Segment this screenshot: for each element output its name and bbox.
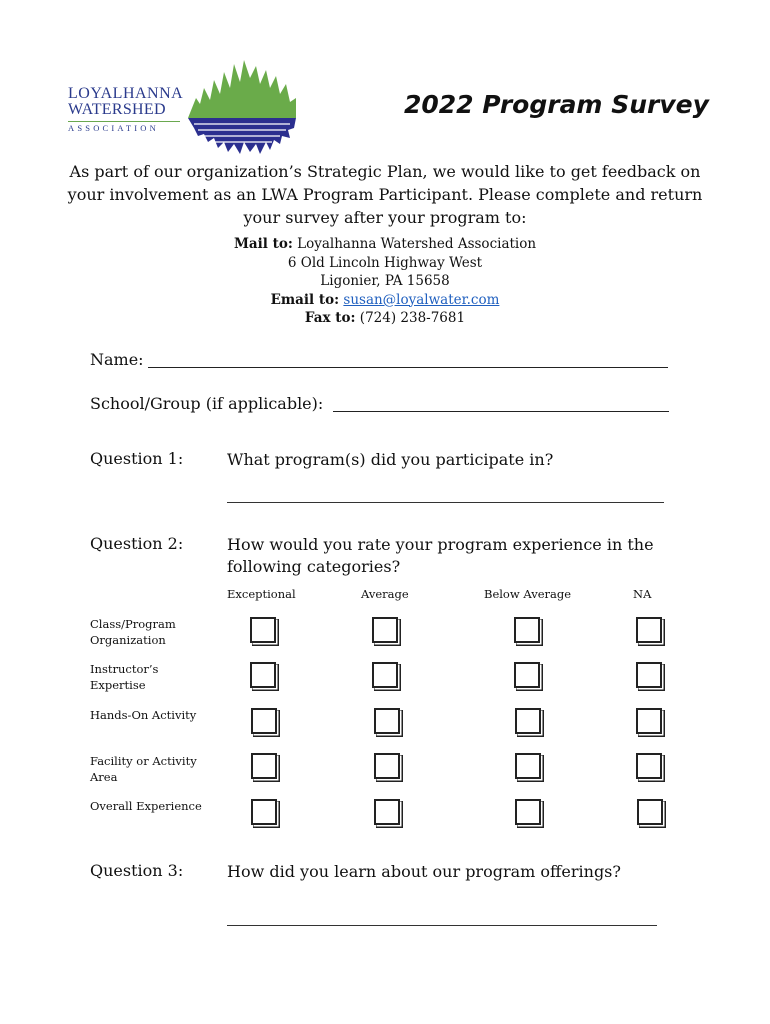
page-title: 2022 Program Survey <box>404 90 709 119</box>
checkbox-expertise-average[interactable] <box>372 662 398 688</box>
contact-block <box>100 235 670 328</box>
name-field[interactable] <box>148 367 668 368</box>
logo-wordmark <box>68 85 184 133</box>
checkbox-organization-average[interactable] <box>372 617 398 643</box>
name-field-label: Name: <box>90 350 144 369</box>
school-field-label: School/Group (if applicable): <box>90 394 324 413</box>
question-1-text: What program(s) did you participate in? <box>227 450 554 469</box>
question-1-answer[interactable] <box>227 502 664 503</box>
checkbox-expertise-below-average[interactable] <box>514 662 540 688</box>
question-2-label: Question 2: <box>90 534 184 553</box>
question-3-answer[interactable] <box>227 925 657 926</box>
checkbox-expertise-na[interactable] <box>636 662 662 688</box>
address-line-2: Ligonier, PA 15658 <box>320 273 450 289</box>
checkbox-organization-below-average[interactable] <box>514 617 540 643</box>
email-link[interactable]: susan@loyalwater.com <box>343 291 500 308</box>
checkbox-overall-below-average[interactable] <box>515 799 541 825</box>
email-label: Email to: <box>270 291 340 308</box>
checkbox-facility-average[interactable] <box>374 753 400 779</box>
checkbox-facility-below-average[interactable] <box>515 753 541 779</box>
col-exceptional: Exceptional <box>227 587 296 601</box>
checkbox-hands-on-na[interactable] <box>636 708 662 734</box>
col-below-average: Below Average <box>484 587 572 601</box>
watershed-logo-icon <box>186 58 298 156</box>
logo-line-1: LOYALHANNA <box>68 85 184 102</box>
checkbox-expertise-exceptional[interactable] <box>250 662 276 688</box>
row-label-overall: Overall Experience <box>90 799 202 813</box>
checkbox-organization-exceptional[interactable] <box>250 617 276 643</box>
logo-line-3: ASSOCIATION <box>68 121 180 133</box>
checkbox-overall-na[interactable] <box>637 799 663 825</box>
intro-paragraph: As part of our organization’s Strategic Plan, we would like to get feedback on your involvement as an LWA Program Participant. Please complete and return your survey after your program to: <box>67 162 703 227</box>
checkbox-facility-na[interactable] <box>636 753 662 779</box>
checkbox-hands-on-average[interactable] <box>374 708 400 734</box>
email-line <box>100 291 670 310</box>
fax-line <box>100 309 670 328</box>
checkbox-facility-exceptional[interactable] <box>251 753 277 779</box>
fax-number: (724) 238-7681 <box>359 310 466 326</box>
checkbox-organization-na[interactable] <box>636 617 662 643</box>
col-average: Average <box>361 587 409 601</box>
mail-org: Loyalhanna Watershed Association <box>297 236 537 252</box>
checkbox-hands-on-below-average[interactable] <box>515 708 541 734</box>
question-2-text: How would you rate your program experience in the following categories? <box>227 535 654 576</box>
school-field[interactable] <box>333 411 669 412</box>
logo-line-2: WATERSHED <box>68 101 166 118</box>
fax-label: Fax to: <box>304 310 356 326</box>
checkbox-overall-average[interactable] <box>374 799 400 825</box>
checkbox-hands-on-exceptional[interactable] <box>251 708 277 734</box>
checkbox-overall-exceptional[interactable] <box>251 799 277 825</box>
row-label-expertise: Instructor’s Expertise <box>90 662 159 692</box>
row-label-organization: Class/Program Organization <box>90 617 176 647</box>
row-label-hands-on: Hands-On Activity <box>90 708 197 722</box>
question-1-label: Question 1: <box>90 449 184 468</box>
address-line-1: 6 Old Lincoln Highway West <box>287 254 483 271</box>
col-na: NA <box>633 587 652 601</box>
mail-label: Mail to: <box>233 236 293 252</box>
question-3-text: How did you learn about our program offerings? <box>227 862 621 881</box>
question-3-label: Question 3: <box>90 861 184 880</box>
mail-line <box>100 235 670 254</box>
row-label-facility: Facility or Activity Area <box>90 754 197 784</box>
